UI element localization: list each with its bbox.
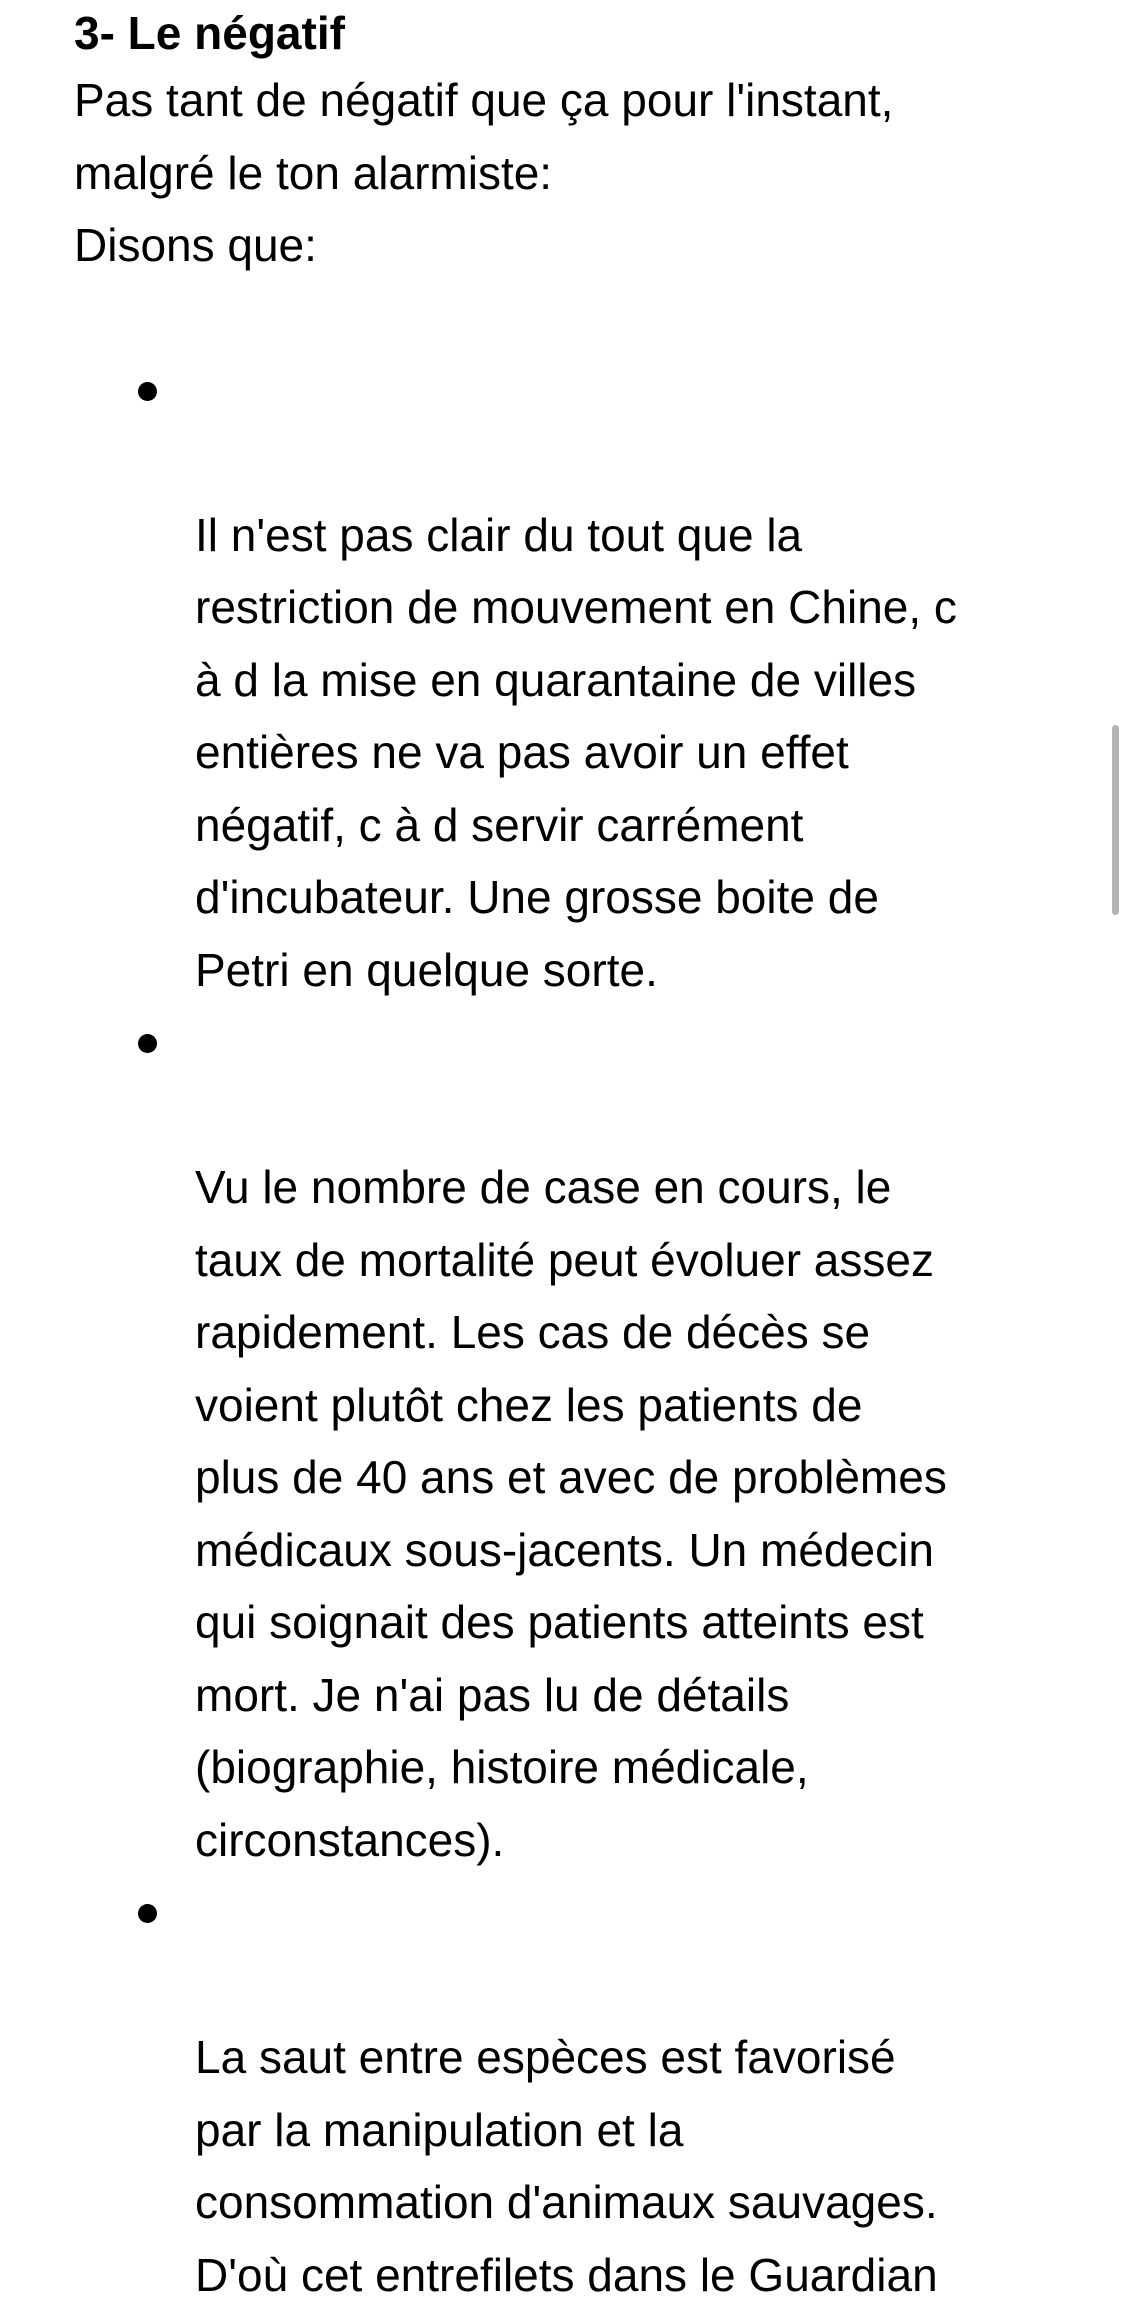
bullet-text: Vu le nombre de case en cours, le taux de mortalité peut évoluer assez rapidement. Les cas de décès se voient plutôt chez les patients de plus de 40 ans et avec de problèmes médicaux sous-jacents. Un médecin qui soignait des patients atteints est mort. Je n'ai pas lu de détails (biographie, histoire médicale, circonstances). bbox=[195, 1161, 947, 1866]
bullet-item-2 bbox=[74, 1006, 1074, 1876]
blank-line bbox=[74, 282, 1074, 354]
bullet-dot-icon bbox=[138, 1034, 157, 1053]
intro-paragraph: Pas tant de négatif que ça pour l'instant, malgré le ton alarmiste: Disons que: bbox=[74, 64, 1074, 282]
bullet-list bbox=[74, 354, 1074, 2311]
bullet-item-1 bbox=[74, 354, 1074, 1007]
bullet-text: La saut entre espèces est favorisé par la manipulation et la consommation d'animaux sauvages. D'où cet entrefilets dans le Guardian bbox=[195, 2031, 938, 2301]
bullet-item-3 bbox=[74, 1876, 1074, 2311]
bullet-dot-icon bbox=[138, 1904, 157, 1923]
vertical-scrollbar[interactable] bbox=[1112, 725, 1119, 915]
bullet-text: Il n'est pas clair du tout que la restriction de mouvement en Chine, c à d la mise en quarantaine de villes entières ne va pas avoir un effet négatif, c à d servir carrément d'incubateur. Une grosse boite de Petri en quelque sorte. bbox=[195, 509, 957, 996]
section-heading: 3- Le négatif bbox=[74, 0, 1074, 64]
bullet-dot-icon bbox=[138, 382, 157, 401]
note-content bbox=[74, 0, 1074, 2311]
